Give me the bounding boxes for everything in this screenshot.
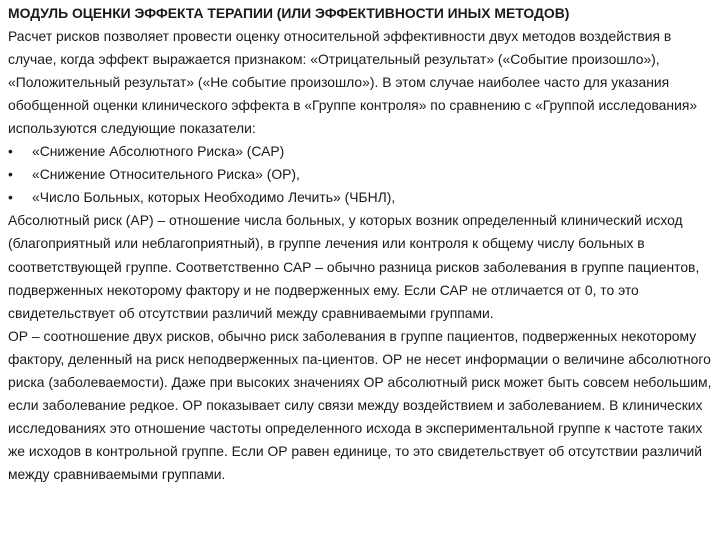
intro-paragraph: Расчет рисков позволяет провести оценку относительной эффективности двух методов воздействия в случае, когда эффект выражается признаком: «Отрицательный результат» («Событие произошло»), «Положительный результат» («Не событие произошло»). В этом случае наиболее часто для указания обобщенной оценки клинического эффекта в «Группе контроля» по сравнению с «Группой исследования» используются следующие показатели: — [8, 28, 698, 137]
list-item — [8, 140, 714, 163]
bullet-icon: • — [8, 166, 13, 183]
absolute-risk-paragraph: Абсолютный риск (АР) – отношение числа больных, у которых возник определенный клинический исход (благоприятный или неблагоприятный), в группе лечения или контроля к общему числу больных в соответствующей группе. Соответственно САР – обычно разница рисков заболевания в группе пациентов, подверженных некоторому фактору и не подверженных ему. Если САР не отличается от 0, то это свидетельствует об отсутствии различий между сравниваемыми группами. — [8, 212, 700, 321]
document-page — [8, 2, 714, 486]
list-item — [8, 163, 714, 186]
document-title: МОДУЛЬ ОЦЕНКИ ЭФФЕКТА ТЕРАПИИ (ИЛИ ЭФФЕКТИВНОСТИ ИНЫХ МЕТОДОВ) — [8, 5, 570, 21]
list-item-text: «Число Больных, которых Необходимо Лечить» (ЧБНЛ), — [32, 189, 396, 206]
bullet-icon: • — [8, 143, 13, 160]
list-item — [8, 186, 714, 209]
relative-risk-paragraph: ОР – соотношение двух рисков, обычно риск заболевания в группе пациентов, подверженных некоторому фактору, деленный на риск неподверженных па-циентов. ОР не несет информации о величине абсолютного риска (заболеваемости). Даже при высоких значениях ОР абсолютный риск может быть совсем небольшим, если заболевание редкое. ОР показывает силу связи между воздействием и заболеванием. В клинических исследованиях это отношение частоты определенного исхода в экспериментальной группе к частоте таких же исходов в контрольной группе. Если ОР равен единице, то это свидетельствует об отсутствии различий между сравниваемыми группами. — [8, 327, 712, 482]
list-item-text: «Снижение Относительного Риска» (ОР), — [32, 166, 300, 183]
bullet-icon: • — [8, 189, 13, 206]
list-item-text: «Снижение Абсолютного Риска» (САР) — [32, 143, 285, 160]
indicator-list — [8, 140, 714, 209]
